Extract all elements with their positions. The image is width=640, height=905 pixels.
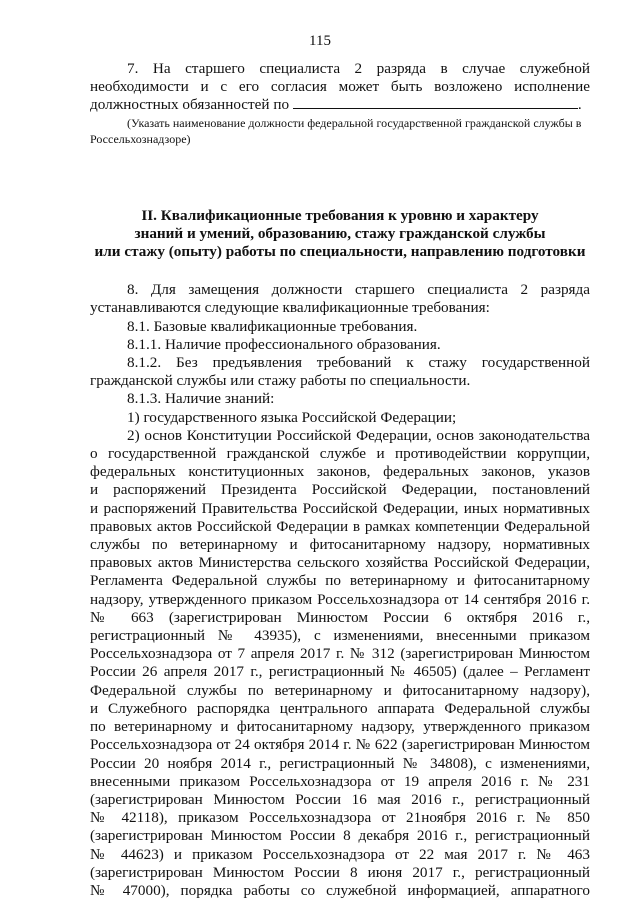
body-line: (зарегистрирован Минюстом России 8 июня 2017 г., регистрационный [90,863,590,881]
body-line: регистрационный № 43935), с изменениями, внесенными приказом [90,627,590,645]
body-line: и Служебного распорядка центрального аппарата Федеральной службы [90,699,590,717]
body-line: правовых актов Российской Федерации в рамках компетенции Федеральной [90,517,590,535]
body-line: № 47000), порядка работы со служебной информацией, аппаратного [90,881,590,899]
body-line: 1) государственного языка Российской Федерации; [127,408,457,426]
item-7-note-line-2: Россельхознадзоре) [90,131,191,146]
body-line: Федеральной службы по ветеринарному и фитосанитарному надзору), [90,681,590,699]
body-line: (зарегистрирован Минюстом России 16 мая 2016 г., регистрационный [90,790,590,808]
body-text [90,281,590,900]
body-line: № 44623) и приказом Россельхознадзора от 22 мая 2017 г. № 463 [90,845,590,863]
body-line: Россельхознадзора от 7 апреля 2017 г. № 312 (зарегистрирован Минюстом [90,645,590,663]
section-heading-line-2: знаний и умений, образованию, стажу гражданской службы [134,224,546,242]
item-7-line-2: необходимости и с его согласия может быть возложено исполнение [90,78,590,96]
section-heading-line-3: или стажу (опыту) работы по специальности, направлению подготовки [94,243,586,261]
body-line: и распоряжений Правительства Российской Федерации, иных нормативных [90,499,590,517]
body-line: 2) основ Конституции Российской Федерации, основ законодательства [127,426,590,444]
section-heading [90,207,590,262]
body-line: 8. Для замещения должности старшего специалиста 2 разряда [127,281,590,299]
body-line: России 26 апреля 2017 г., регистрационный № 46505) (далее – Регламент [90,663,590,681]
body-line: гражданской службы или стажу работы по специальности. [90,372,471,390]
page-number: 115 [309,33,331,49]
body-line: о государственной гражданской службе и противодействии коррупции, [90,445,590,463]
body-line: федеральных конституционных законов, федеральных законов, указов [90,463,590,481]
body-line: № 42118), приказом Россельхознадзора от 21ноября 2016 г. № 850 [90,809,590,827]
body-line: (зарегистрирован Минюстом России 8 декабря 2016 г., регистрационный [90,827,590,845]
body-line: № 663 (зарегистрирован Минюстом России 6 октября 2016 г., [90,608,590,626]
body-line: Россельхознадзора от 24 октября 2014 г. № 622 (зарегистрирован Минюстом [90,736,590,754]
body-line: службы по ветеринарному и фитосанитарному надзору, нормативных [90,536,590,554]
item-7-line-3-suffix: . [577,96,582,114]
body-line: Регламента Федеральной службы по ветеринарному и фитосанитарному [90,572,590,590]
body-line: устанавливаются следующие квалификационные требования: [90,299,490,317]
body-line: и распоряжений Президента Российской Федерации, постановлений [90,481,590,499]
body-line: по ветеринарному и фитосанитарному надзору, утвержденного приказом [90,718,590,736]
body-line: 8.1.2. Без предъявления требований к стажу государственной [127,354,590,372]
body-line: 8.1.1. Наличие профессионального образования. [127,335,441,353]
body-line: России 20 ноября 2014 г., регистрационный № 34808), с изменениями, [90,754,590,772]
body-line: правовых актов Министерства сельского хозяйства Российской Федерации, [90,554,590,572]
position-blank-line [293,96,578,109]
item-7-line-3 [90,96,590,114]
section-gap [90,261,590,281]
item-7-line-3-prefix: должностных обязанностей по [90,96,290,114]
body-line: 8.1.3. Наличие знаний: [127,390,275,408]
document-content [90,60,590,900]
body-line: внесенными приказом Россельхознадзора от 19 апреля 2016 г. № 231 [90,772,590,790]
item-7-line-1: 7. На старшего специалиста 2 разряда в случае служебной [127,60,590,77]
item-7 [90,60,590,147]
item-7-note-line-1: (Указать наименование должности федеральной государственной гражданской службы в [127,115,582,130]
section-heading-line-1: II. Квалификационные требования к уровню и характеру [141,206,539,224]
body-line: надзору, утвержденного приказом Россельхознадзора от 14 сентября 2016 г. [90,590,590,608]
body-line: 8.1. Базовые квалификационные требования. [127,317,418,335]
